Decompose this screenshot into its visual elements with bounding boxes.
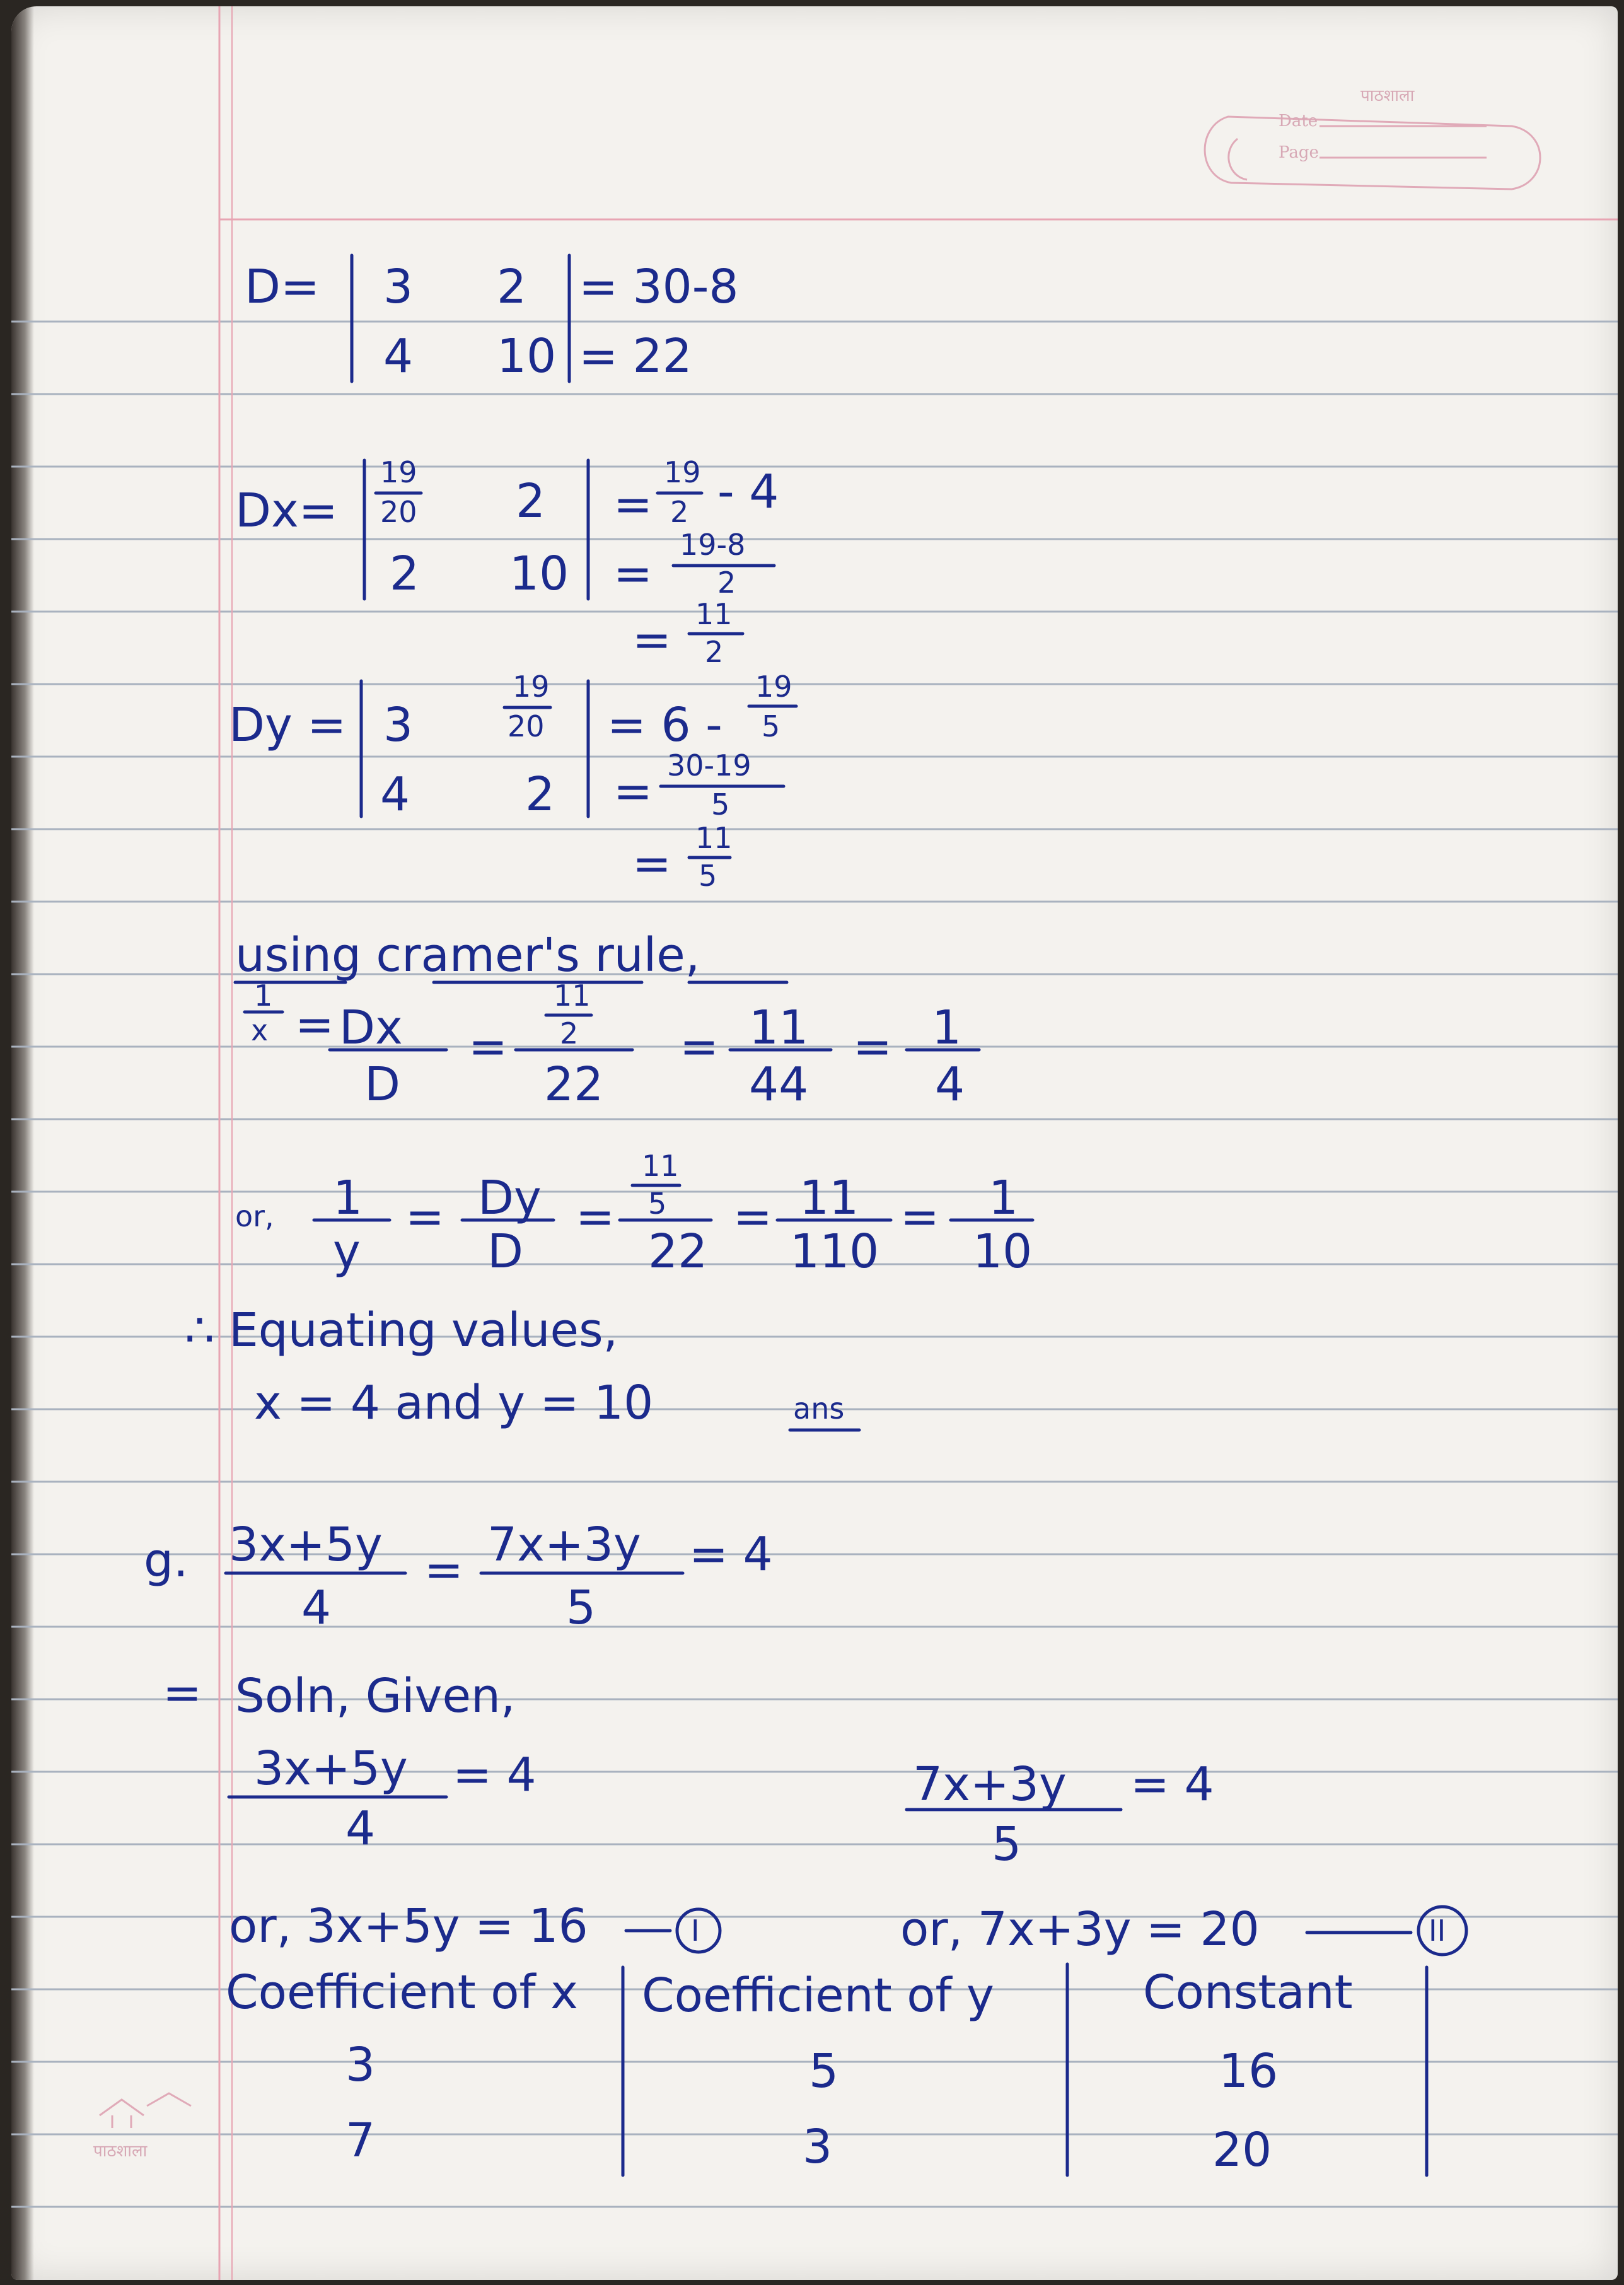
footer-brand: पाठशाला xyxy=(93,2142,148,2161)
table-header-coef-x: Coefficient of x xyxy=(226,1965,578,2020)
notebook-page xyxy=(11,6,1618,2280)
x-eq-3: = xyxy=(680,1020,719,1074)
y-f2-num-num: 11 xyxy=(642,1149,679,1183)
y-eq-3: = xyxy=(733,1190,773,1244)
dx-m11-num: 19 xyxy=(380,455,417,489)
dx-s1-num: 19 xyxy=(664,455,701,489)
y-lhs-den: y xyxy=(333,1224,361,1279)
y-eq-1: = xyxy=(405,1190,445,1244)
solution-prefix: = xyxy=(163,1666,202,1720)
table-cell: 3 xyxy=(345,2038,376,2092)
x-f2-den: 22 xyxy=(544,1057,604,1112)
dx-m22: 10 xyxy=(509,547,569,601)
page-label: Page xyxy=(1279,143,1319,162)
y-eq-2: = xyxy=(576,1190,615,1244)
equation-2-tag: II xyxy=(1429,1914,1446,1948)
dx-s1-tail: - 4 xyxy=(717,465,779,519)
x-f2-num-den: 2 xyxy=(560,1016,579,1050)
solution-given: Soln, Given, xyxy=(235,1669,516,1723)
x-f4-den: 4 xyxy=(935,1057,965,1112)
x-f1-num: Dx xyxy=(339,1001,403,1055)
x-lhs-den: x xyxy=(251,1013,269,1047)
dx-s3-num: 11 xyxy=(695,597,733,631)
x-f1-den: D xyxy=(364,1057,400,1112)
dy-m21: 4 xyxy=(380,767,410,822)
problem-g xyxy=(144,1518,773,1635)
dx-m11-den: 20 xyxy=(380,495,417,529)
table-cell: 3 xyxy=(803,2120,833,2174)
d-m12: 2 xyxy=(497,260,527,314)
d-m21: 4 xyxy=(383,329,414,383)
dy-m11: 3 xyxy=(383,698,414,752)
sol-right-num: 7x+3y xyxy=(913,1757,1067,1811)
date-label: Date xyxy=(1279,112,1318,131)
dx-s3-den: 2 xyxy=(705,635,724,669)
dy-m12-num: 19 xyxy=(513,670,550,704)
dx-m12: 2 xyxy=(516,474,546,528)
brand-label: पाठशाला xyxy=(1360,86,1415,105)
dy-s2-num: 30-19 xyxy=(667,748,751,782)
conclusion xyxy=(185,1303,859,1430)
therefore-symbol: ∴ xyxy=(185,1303,215,1358)
solution xyxy=(163,1666,1466,1956)
sol-left-num: 3x+5y xyxy=(254,1741,408,1796)
equation-1-tag: I xyxy=(691,1914,700,1948)
dy-s1-den: 5 xyxy=(762,709,780,743)
y-f2-num-den: 5 xyxy=(648,1187,667,1221)
conclusion-line2: x = 4 and y = 10 xyxy=(254,1376,654,1430)
g-f1-den: 4 xyxy=(301,1581,332,1635)
x-eq-2: = xyxy=(468,1020,508,1074)
y-f2-den: 22 xyxy=(648,1224,708,1279)
dx-s2-eq: = xyxy=(613,547,653,601)
determinant-d xyxy=(245,255,738,383)
y-f1-den: D xyxy=(487,1224,523,1279)
dy-s1-num: 19 xyxy=(755,670,792,704)
dy-label: Dy = xyxy=(229,698,347,752)
x-f4-num: 1 xyxy=(932,1001,962,1055)
table-header-coef-y: Coefficient of y xyxy=(642,1968,994,2023)
d-step2: = 22 xyxy=(579,329,692,383)
equation-1: or, 3x+5y = 16 xyxy=(229,1899,588,1953)
dy-s3-num: 11 xyxy=(695,821,733,855)
handwritten-notes xyxy=(11,6,1618,2280)
cramers-rule xyxy=(235,928,1033,1279)
sol-right-rhs: = 4 xyxy=(1130,1757,1214,1811)
g-eq: = xyxy=(424,1543,464,1597)
dx-s1-den: 2 xyxy=(670,495,689,529)
g-tail: = 4 xyxy=(689,1527,773,1581)
dy-s3-eq: = xyxy=(632,837,672,891)
x-f3-num: 11 xyxy=(749,1001,809,1055)
dx-s1-eq: = xyxy=(613,477,653,532)
x-eq-4: = xyxy=(853,1020,893,1074)
dx-s3-eq: = xyxy=(632,613,672,667)
sol-right-den: 5 xyxy=(992,1817,1022,1871)
dx-m21: 2 xyxy=(390,547,420,601)
g-f2-num: 7x+3y xyxy=(487,1518,641,1572)
x-f3-den: 44 xyxy=(749,1057,809,1112)
dy-s1-eq: = 6 - xyxy=(607,698,722,752)
d-step1: = 30-8 xyxy=(579,260,739,314)
sol-left-den: 4 xyxy=(345,1801,376,1856)
d-m11: 3 xyxy=(383,260,414,314)
date-page-stamp xyxy=(1205,86,1540,189)
dy-s2-den: 5 xyxy=(711,788,730,822)
coefficient-table xyxy=(226,1964,1427,2177)
x-eq-1: = xyxy=(295,997,335,1052)
dx-s2-den: 2 xyxy=(717,566,736,600)
table-cell: 7 xyxy=(345,2113,376,2168)
or-label-1: or, xyxy=(235,1199,274,1233)
dx-label: Dx= xyxy=(235,484,338,538)
table-cell: 20 xyxy=(1212,2123,1272,2177)
y-f4-num: 1 xyxy=(989,1171,1019,1225)
x-f2-num-num: 11 xyxy=(554,979,591,1013)
x-lhs-num: 1 xyxy=(254,979,273,1013)
y-eq-4: = xyxy=(900,1190,940,1244)
table-cell: 16 xyxy=(1219,2044,1279,2098)
g-f2-den: 5 xyxy=(566,1581,596,1635)
y-f1-num: Dy xyxy=(478,1171,542,1225)
determinant-dx xyxy=(235,455,779,669)
y-f4-den: 10 xyxy=(973,1224,1033,1279)
y-f3-num: 11 xyxy=(799,1171,859,1225)
g-f1-num: 3x+5y xyxy=(229,1518,383,1572)
determinant-dy xyxy=(229,670,796,893)
dy-m12-den: 20 xyxy=(508,709,545,743)
cramer-intro: using cramer's rule, xyxy=(235,928,700,982)
y-lhs-num: 1 xyxy=(333,1171,363,1225)
dy-s3-den: 5 xyxy=(699,859,717,893)
y-f3-den: 110 xyxy=(790,1224,879,1279)
dx-s2-num: 19-8 xyxy=(680,528,746,562)
dy-m22: 2 xyxy=(525,767,555,822)
d-label: D= xyxy=(245,260,320,314)
conclusion-line1: Equating values, xyxy=(229,1303,618,1358)
table-cell: 5 xyxy=(809,2044,839,2098)
footer-logo xyxy=(93,2093,191,2161)
dy-s2-eq: = xyxy=(613,764,653,818)
problem-g-label: g. xyxy=(144,1533,188,1588)
table-header-constant: Constant xyxy=(1143,1965,1353,2020)
sol-left-rhs: = 4 xyxy=(453,1748,536,1802)
ans-label: ans xyxy=(793,1392,845,1426)
equation-2: or, 7x+3y = 20 xyxy=(900,1902,1260,1956)
d-m22: 10 xyxy=(497,329,557,383)
